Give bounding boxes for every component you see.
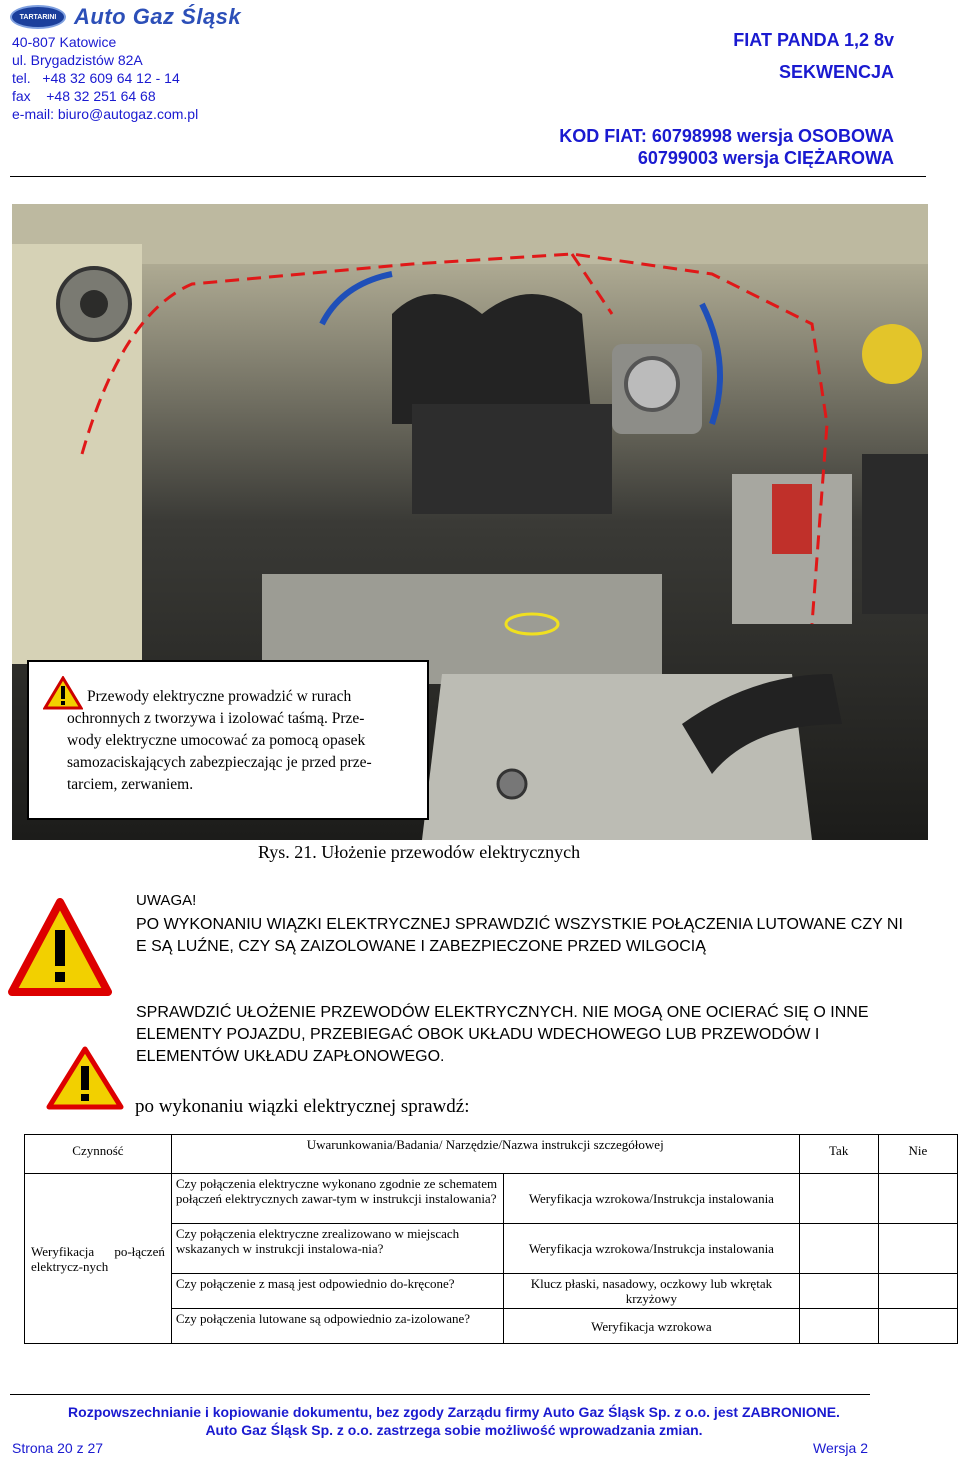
photo-warning-box	[27, 660, 429, 820]
warning-line: wody elektryczne umocować za pomocą opasek	[67, 732, 366, 749]
contact-fax: fax +48 32 251 64 68	[12, 88, 156, 104]
code-line-2: 60799003 wersja CIĘŻAROWA	[637, 148, 894, 168]
question-cell: Czy połączenia elektryczne zrealizowano w miejscach wskazanych w instrukcji instalowa-nia?	[171, 1224, 503, 1274]
brand-name: Auto Gaz Śląsk	[74, 4, 242, 29]
warning-line: samozaciskających zabezpieczając je przed prze-	[67, 754, 372, 771]
warning-triangle-icon	[8, 898, 112, 996]
figure-caption: Rys. 21. Ułożenie przewodów elektrycznych	[258, 842, 581, 862]
verification-table	[24, 1134, 958, 1344]
warning-line: ochronnych z tworzywa i izolować taśmą. Prze-	[67, 710, 365, 727]
company-logo	[10, 4, 280, 30]
contact-street: ul. Brygadzistów 82A	[12, 52, 143, 68]
yes-cell[interactable]	[799, 1274, 878, 1309]
table-row	[25, 1174, 958, 1224]
system-title: SEKWENCJA	[778, 62, 894, 82]
method-cell: Klucz płaski, nasadowy, oczkowy lub wkrętak krzyżowy	[504, 1274, 799, 1309]
contact-email: e-mail: biuro@autogaz.com.pl	[12, 106, 199, 122]
table-header-row	[25, 1135, 958, 1174]
no-cell[interactable]	[878, 1174, 957, 1224]
code-line-1: KOD FIAT: 60798998 wersja OSOBOWA	[559, 126, 894, 146]
page-number: Strona 20 z 27	[12, 1440, 104, 1456]
yes-cell[interactable]	[799, 1174, 878, 1224]
notice-paragraph-2: SPRAWDZIĆ UŁOŻENIE PRZEWODÓW ELEKTRYCZNYCH. NIE MOGĄ ONE OCIERAĆ SIĘ O INNE ELEMENTY POJAZDU, PRZEBIEGAĆ OBOK UKŁADU WDECHOWEGO LUB PRZEWODÓW I ELEMENTÓW UKŁADU ZAPŁONOWEGO.	[136, 1004, 869, 1065]
header-no: Nie	[878, 1135, 957, 1174]
no-cell[interactable]	[878, 1309, 957, 1344]
yes-cell[interactable]	[799, 1309, 878, 1344]
header-conditions: Uwarunkowania/Badania/ Narzędzie/Nazwa instrukcji szczegółowej	[171, 1135, 799, 1174]
header-divider	[10, 176, 926, 177]
photo-warning-text	[67, 686, 417, 796]
no-cell[interactable]	[878, 1224, 957, 1274]
header-activity: Czynność	[25, 1135, 172, 1174]
question-cell: Czy połączenie z masą jest odpowiednio do-kręcone?	[171, 1274, 503, 1309]
question-cell: Czy połączenia lutowane są odpowiednio za-izolowane?	[171, 1309, 503, 1344]
yes-cell[interactable]	[799, 1224, 878, 1274]
method-cell: Weryfikacja wzrokowa/Instrukcja instalowania	[504, 1224, 799, 1274]
footer-divider	[10, 1394, 870, 1395]
header-yes: Tak	[799, 1135, 878, 1174]
contact-block	[12, 33, 198, 123]
warning-line: tarciem, zerwaniem.	[67, 776, 194, 793]
contact-city: 40-807 Katowice	[12, 34, 117, 50]
tartarini-badge: TARTARINI	[10, 5, 66, 29]
warning-line: Przewody elektryczne prowadzić w rurach	[87, 688, 352, 705]
checklist-heading: po wykonaniu wiązki elektrycznej sprawdź:	[135, 1096, 470, 1117]
notice-label: UWAGA!	[136, 892, 197, 909]
no-cell[interactable]	[878, 1274, 957, 1309]
question-cell: Czy połączenia elektryczne wykonano zgodnie ze schematem połączeń elektrycznych zawar-tym w instrukcji instalowania?	[171, 1174, 503, 1224]
method-cell: Weryfikacja wzrokowa/Instrukcja instalowania	[504, 1174, 799, 1224]
warning-triangle-icon	[46, 1046, 124, 1110]
activity-cell: Weryfikacja po-łączeń elektrycz-nych	[25, 1174, 172, 1344]
vehicle-title: FIAT PANDA 1,2 8v	[733, 30, 894, 50]
method-cell: Weryfikacja wzrokowa	[504, 1309, 799, 1344]
footer-copyright: Rozpowszechnianie i kopiowanie dokumentu, bez zgody Zarządu firmy Auto Gaz Śląsk Sp. z o.o. jest ZABRONIONE.	[68, 1404, 840, 1420]
document-version: Wersja 2	[813, 1440, 868, 1456]
footer-disclaimer: Auto Gaz Śląsk Sp. z o.o. zastrzega sobie możliwość wprowadzania zmian.	[205, 1422, 703, 1438]
contact-phone: tel. +48 32 609 64 12 - 14	[12, 70, 180, 86]
notice-paragraph-1: PO WYKONANIU WIĄZKI ELEKTRYCZNEJ SPRAWDZIĆ WSZYSTKIE POŁĄCZENIA LUTOWANE CZY NI E SĄ LUŹNE, CZY SĄ ZAIZOLOWANE I ZABEZPIECZONE PRZED WILGOCIĄ	[136, 916, 903, 955]
